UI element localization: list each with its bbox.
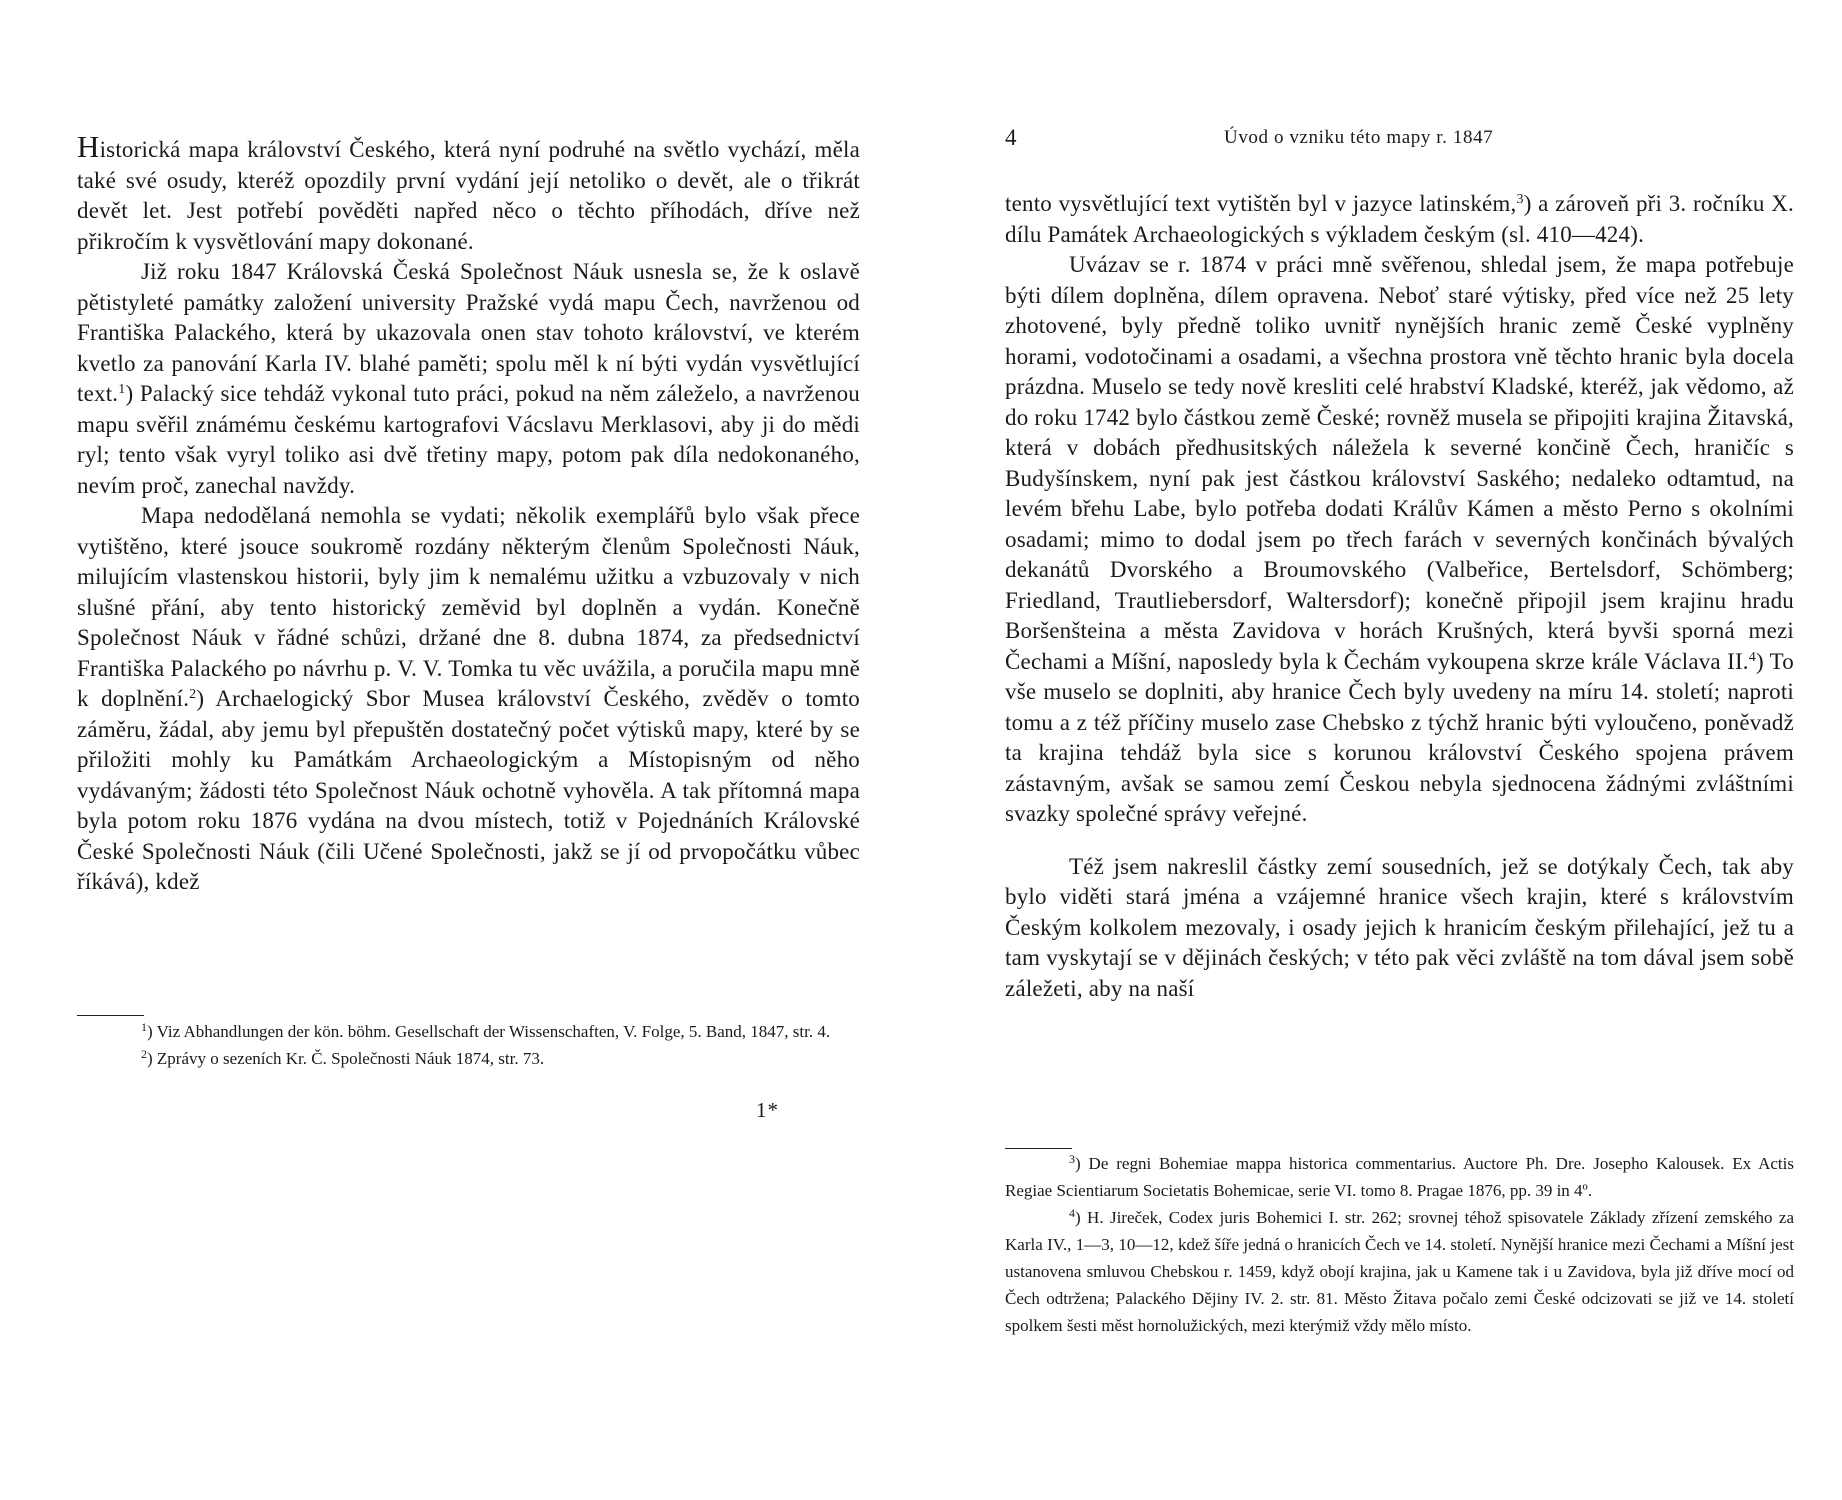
right-paragraph-3 bbox=[1005, 852, 1794, 1005]
right-body-text bbox=[1005, 189, 1794, 1004]
footnote-4 bbox=[1005, 1204, 1794, 1339]
right-footnotes bbox=[1005, 1150, 1794, 1339]
footnote-rule bbox=[77, 1015, 144, 1016]
paragraph-text: istorická mapa království Českého, která nyní podruhé na světlo vychází, měla také své osudy, kteréž opozdily první vydání její netoliko o devět, ale o třikrát devět let. Jest potřebí pověděti napřed něco o těchto příhodách, dříve než přikročím k vysvětlování mapy dokonané. bbox=[77, 137, 860, 254]
page-number: 4 bbox=[1005, 125, 1017, 150]
paragraph-text: ) a zároveň při 3. ročníku X. dílu Památek Archaeologických s výkladem českým (sl. 410—424). bbox=[1005, 191, 1795, 247]
footnote-mark: 3 bbox=[1069, 1152, 1075, 1166]
footnote-ref-1[interactable]: 1 bbox=[118, 382, 126, 397]
right-page bbox=[921, 0, 1842, 1500]
paragraph-text: Uvázav se r. 1874 v práci mně svěřenou, shledal jsem, že mapa potřebuje býti dílem doplněna, dílem opravena. Neboť staré výtisky, před více než 25 lety zhotovené, byly předně toliko uvnitř nynějších hranic země České vyplněny horami, vodotočinami a osadami, a všechna prostora vně těchto hranic byla docela prázdna. Muselo se tedy nově kresliti celé hrabství Kladské, kteréž, jak vědomo, až do roku 1742 bylo částkou země České; rovněž musela se připojiti krajina Žitavská, která v dobách předhusitských náležela k severné končině Čech, hraničíc s Budyšínskem, nyní pak jest částkou království Saského; nedaleko odtamtud, na levém břehu Labe, bylo potřeba dodati Králův Kámen a město Perno s okolními osadami; mimo to dodal jsem po třech farách v severných končinách bývalých dekanátů Dvorského a Broumovského (Valbeřice, Bertelsdorf, Schömberg; Friedland, Trautliebersdorf, Waltersdorf); konečně připojil jsem krajinu hradu Boršenšteina a města Zavidova v horách Krušných, která byvši sporná mezi Čechami a Míšní, naposledy byla k Čechám vykoupena skrze krále Václava II. bbox=[1005, 252, 1794, 674]
paragraph-text: ) Palacký sice tehdáž vykonal tuto práci, pokud na něm záleželo, a navrženou mapu svěřil známému českému kartografovi Vácslavu Merklasovi, aby ji do mědi ryl; tento však vyryl toliko asi dvě třetiny mapy, potom pak díla nedokonaného, nevím proč, zanechal navždy. bbox=[77, 381, 860, 498]
paragraph-text: Mapa nedodělaná nemohla se vydati; několik exemplářů bylo však přece vytištěno, které jsouce soukromě rozdány některým členům Společnosti Náuk, milujícím vlastenskou historii, byly jim k nemalému užitku a vzbuzovaly v nich slušné přání, aby tento historický zeměvid byl doplněn a vydán. Konečně Společnost Náuk v řádné schůzi, držané dne 8. dubna 1874, za předsednictví Františka Palackého po návrhu p. V. V. Tomka tu věc uvážila, a poručila mapu mně k doplnění. bbox=[77, 503, 860, 711]
running-head: Úvod o vzniku této mapy r. 1847 bbox=[1224, 127, 1494, 148]
footnote-ref-4[interactable]: 4 bbox=[1748, 649, 1756, 665]
footnote-1 bbox=[77, 1018, 860, 1045]
footnote-2 bbox=[77, 1045, 860, 1072]
footnote-rule bbox=[1005, 1148, 1072, 1149]
drop-cap: H bbox=[77, 129, 100, 164]
left-paragraph-3 bbox=[77, 501, 860, 898]
left-paragraph-2 bbox=[77, 257, 860, 501]
footnote-text: ) Viz Abhandlungen der kön. böhm. Gesellschaft der Wissenschaften, V. Folge, 5. Band, 1847, str. 4. bbox=[147, 1022, 831, 1041]
paragraph-text: Již roku 1847 Královská Česká Společnost Náuk usnesla se, že k oslavě pětistyleté památky založení university Pražské vydá mapu Čech, navrženou od Františka Palackého, která by ukazovala onen stav tohoto království, ve kterém kvetlo za panování Karla IV. blahé paměti; spolu měl k ní býti vydán vysvětlující text. bbox=[77, 259, 860, 406]
paragraph-text: tento vysvětlující text vytištěn byl v jazyce latinském, bbox=[1005, 191, 1517, 216]
right-paragraph-2 bbox=[1005, 250, 1794, 830]
footnote-mark: 2 bbox=[141, 1047, 147, 1061]
signature-mark: 1* bbox=[756, 1098, 779, 1122]
paragraph-text: ) Archaelogický Sbor Musea království Českého, zvěděv o tomto záměru, žádal, aby jemu byl přepuštěn dostatečný počet výtisků mapy, které by se přiložiti mohly ku Památkám Archaeologickým a Místopisným od něho vydávaným; žádosti této Společnost Náuk ochotně vyhověla. A tak přítomná mapa byla potom roku 1876 vydána na dvou místech, totiž v Pojednáních Královské České Společnosti Náuk (čili Učené Společnosti, jakž se jí od prvopočátku vůbec říkává), kdež bbox=[77, 686, 860, 894]
paragraph-text: Též jsem nakreslil částky zemí sousedních, jež se dotýkaly Čech, tak aby bylo viděti stará jména a vzájemné hranice všech krajin, které s královstvím Českým kolkolem mezovaly, i osady jejich k hranicím českým přilehající, jež tu a tam vyskytají se v dějinách českých; v této pak věci zvláště na tom dával jsem sobě záležeti, aby na naší bbox=[1005, 853, 1794, 1001]
footnote-text: ) De regni Bohemiae mappa historica commentarius. Auctore Ph. Dre. Josepho Kalousek. Ex Actis Regiae Scientiarum Societatis Bohemicae, serie VI. tomo 8. Pragae 1876, pp. 39 in 4º. bbox=[1005, 1154, 1794, 1200]
footnote-3 bbox=[1005, 1150, 1794, 1204]
footnote-ref-3[interactable]: 3 bbox=[1516, 192, 1524, 207]
footnote-text: ) Zprávy o sezeních Kr. Č. Společnosti Náuk 1874, str. 73. bbox=[147, 1049, 545, 1068]
footnote-ref-2[interactable]: 2 bbox=[189, 687, 197, 702]
right-paragraph-1 bbox=[1005, 189, 1794, 250]
footnote-text: ) H. Jireček, Codex juris Bohemici I. str. 262; srovnej téhož spisovatele Základy zřízení zemského za Karla IV., 1—3, 10—12, kdež šíře jedná o hranicích Čech ve 14. století. Nynější hranice mezi Čechami a Míšní jest ustanovena smluvou Chebskou r. 1459, když obojí krajina, jak u Kamene tak i u Zavidova, byla již dříve mocí od Čech odtržena; Palackého Dějiny IV. 2. str. 81. Město Žitava počalo zemi České odcizovati se již ve 14. století spolkem šesti měst hornolužických, mezi kterýmiž vždy mělo místo. bbox=[1005, 1208, 1794, 1335]
footnote-mark: 4 bbox=[1069, 1206, 1075, 1220]
left-paragraph-1 bbox=[77, 129, 860, 257]
left-footnotes bbox=[77, 1018, 860, 1072]
paragraph-text: ) To vše muselo se doplniti, aby hranice Čech byly uvedeny na míru 14. století; naproti tomu a z též příčiny muselo zase Chebsko z týchž hranic býti vyloučeno, poněvadž ta krajina tehdáž byla sice s korunou království Českého spojena právem zástavným, avšak se samou zemí Českou nebyla sjednocena žádnými zvláštními svazky společné správy veřejné. bbox=[1005, 648, 1794, 826]
footnote-mark: 1 bbox=[141, 1020, 147, 1034]
left-body-text bbox=[77, 129, 860, 898]
